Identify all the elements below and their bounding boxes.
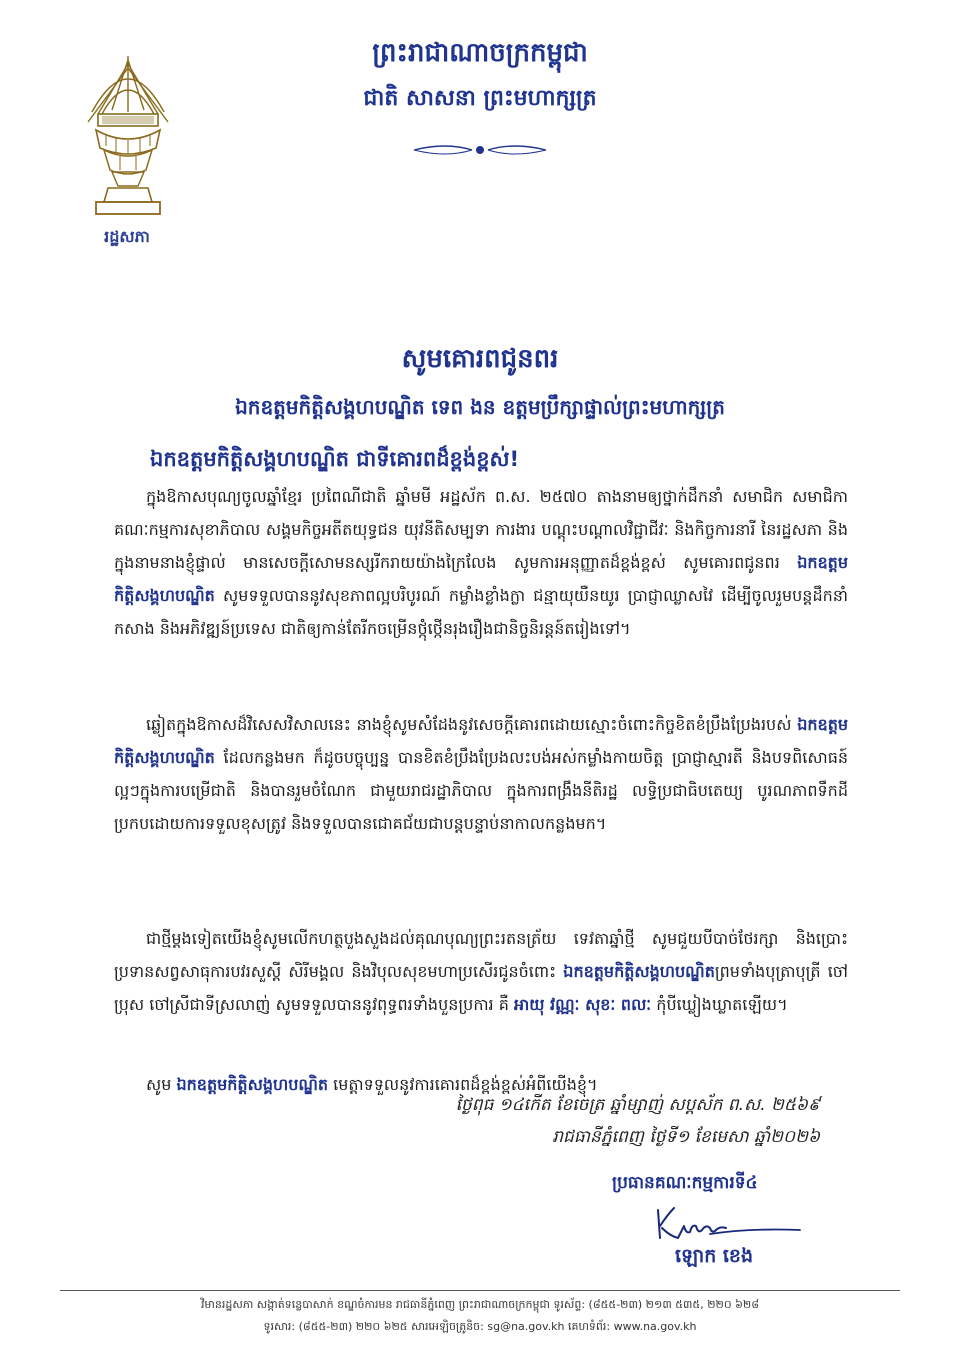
honorific-highlight: ឯកឧត្តមកិត្តិសង្គហបណ្ឌិត bbox=[176, 1075, 329, 1094]
address-line: ឯកឧត្តមកិត្តិសង្គហបណ្ឌិត ជាទីគោរពដ៏ខ្ពង់ខ្ពស់! bbox=[150, 447, 520, 471]
paragraph-text: សូម bbox=[146, 1075, 172, 1094]
paragraph-text: ដែលកន្លងមក ក៏ដូចបច្ចុប្បន្ន បានខិតខំប្រឹងប្រែងលះបង់អស់កម្លាំងកាយចិត្ត ប្រាជ្ញាស្មារតី និងបទពិសោធន៍ល្អៗក្នុងការបម្រើជាតិ និងបានរួមចំណែក ជាមួយរាជរដ្ឋាភិបាល ក្នុងការពង្រឹងនីតិរដ្ឋ លទ្ធិប្រជាធិបតេយ្យ បូរណភាពទឹកដី ប្រកបដោយការទទួលខុសត្រូវ និងទទួលបានជោគជ័យជាបន្តបន្ទាប់នាកាលកន្លងមក។ bbox=[114, 748, 849, 833]
honorific-highlight: ឯកឧត្តមកិត្តិសង្គហបណ្ឌិត bbox=[114, 715, 848, 767]
national-assembly-emblem-icon bbox=[82, 52, 174, 217]
national-motto: ជាតិ សាសនា ព្រះមហាក្សត្រ bbox=[363, 86, 597, 111]
paragraph-text: កុំបីឃ្លៀងឃ្លាតឡើយ។ bbox=[656, 995, 788, 1014]
greeting-heading: សូមគោរពជូនពរ bbox=[401, 344, 559, 374]
footer-contact: ទូរសារ: (៨៥៥-២៣) ២២០ ៦២៥ សារអេឡិចត្រូនិច: sg@na.gov.kh គេហទំព័រ: www.na.gov.kh bbox=[263, 1320, 697, 1333]
paragraph-text: ព្រមទាំងបុត្រាបុត្រី ចៅប្រុស ចៅស្រីជាទីស្រលាញ់ សូមទទួលបាននូវពុទ្ធពរទាំងបួនប្រការ គឺ bbox=[114, 962, 849, 1014]
recipient-line: ឯកឧត្តមកិត្តិសង្គហបណ្ឌិត ទេព ងន ឧត្តមប្រឹក្សាផ្ទាល់ព្រះមហាក្សត្រ bbox=[235, 395, 725, 419]
paragraph-text: ឆ្លៀតក្នុងឱកាសដ៏វិសេសវិសាលនេះ នាងខ្ញុំសូមសំដែងនូវសេចក្តីគោរពដោយស្មោះចំពោះកិច្ចខិតខំប្រឹងប្រែងរបស់ bbox=[146, 715, 792, 734]
signer-title: ប្រធានគណៈកម្មការទី៤ bbox=[612, 1173, 758, 1193]
body-paragraph-1 bbox=[114, 480, 848, 645]
body-paragraph-2 bbox=[114, 708, 848, 840]
kingdom-title: ព្រះរាជាណាចក្រកម្ពុជា bbox=[372, 38, 588, 68]
paragraph-text: សូមទទួលបាននូវសុខភាពល្អបរិបូរណ៍ កម្លាំងខ្លាំងក្លា ជន្មាយុយឺនយូរ ប្រាជ្ញាឈ្លាសវៃ ដើម្បីចូលរួមបន្តដឹកនាំកសាង និងអភិវឌ្ឍន៍ប្រទេស ជាតិឲ្យកាន់តែរីកចម្រើនថ្កុំថ្កើនរុងរឿងជានិច្ចនិរន្តន៍តរៀងទៅ។ bbox=[114, 586, 849, 638]
body-paragraph-3 bbox=[114, 922, 848, 1021]
paragraph-text: មេត្តាទទួលនូវការគោរពដ៏ខ្ពង់ខ្ពស់អំពីយើងខ្ញុំ។ bbox=[333, 1075, 598, 1094]
paragraph-text: ក្នុងឱកាសបុណ្យចូលឆ្នាំខ្មែរ ប្រពៃណីជាតិ ឆ្នាំមមី អដ្ឋស័ក ព.ស. ២៥៧០ តាងនាមឲ្យថ្នាក់ដឹកនាំ សមាជិក សមាជិកា គណៈកម្មការសុខាភិបាល សង្គមកិច្ចអតីតយុទ្ធជន យុវនីតិសម្បទា ការងារ បណ្តុះបណ្តាលវិជ្ជាជីវៈ និងកិច្ចការនារី នៃរដ្ឋសភា និងក្នុងនាមនាងខ្ញុំផ្ទាល់ មានសេចក្តីសោមនស្សរីករាយយ៉ាងក្រៃលែង សូមការអនុញ្ញាតដ៏ខ្ពង់ខ្ពស់ សូមគោរពជូនពរ bbox=[114, 487, 848, 572]
lunar-date: ថ្ងៃពុធ ១៤កើត ខែចេត្រ ឆ្នាំម្សាញ់ សប្តស័ក ព.ស. ២៥៦៩ bbox=[455, 1095, 820, 1115]
paragraph-text: ជាថ្មីម្តងទៀតយើងខ្ញុំសូមលើកហត្ថបួងសួងដល់គុណបុណ្យព្រះរតនត្រ័យ ទេវតាឆ្នាំថ្មី សូមជួយបីបាច់ថែរក្សា និងប្រោះប្រទានសព្វសាធុការបវរសួស្តី សិរីមង្គល និងវិបុលសុខមហាប្រសើរជូនចំពោះ bbox=[114, 929, 848, 981]
emblem-label: រដ្ឋសភា bbox=[104, 227, 150, 246]
place-and-date: រាជធានីភ្នំពេញ ថ្ងៃទី១ ខែមេសា ឆ្នាំ២០២៦ bbox=[552, 1127, 820, 1147]
footer-address: វិមានរដ្ឋសភា សង្កាត់ទន្លេបាសាក់ ខណ្ឌចំការមន រាជធានីភ្នំពេញ ព្រះរាជាណាចក្រកម្ពុជា ទូរស័ព្ទ: (៨៥៥-២៣) ២១៣ ៥៣៥, ២២០ ៦២៨ bbox=[200, 1298, 760, 1311]
blessings-highlight: អាយុ វណ្ណៈ សុខៈ ពលៈ bbox=[513, 995, 652, 1014]
honorific-highlight: ឯកឧត្តមកិត្តិសង្គហបណ្ឌិត bbox=[563, 962, 715, 981]
signer-name: ឡោក ខេង bbox=[674, 1245, 754, 1267]
footer-divider bbox=[60, 1290, 900, 1291]
honorific-highlight: ឯកឧត្តមកិត្តិសង្គហបណ្ឌិត bbox=[114, 553, 848, 605]
ornament-divider-icon bbox=[410, 140, 550, 160]
